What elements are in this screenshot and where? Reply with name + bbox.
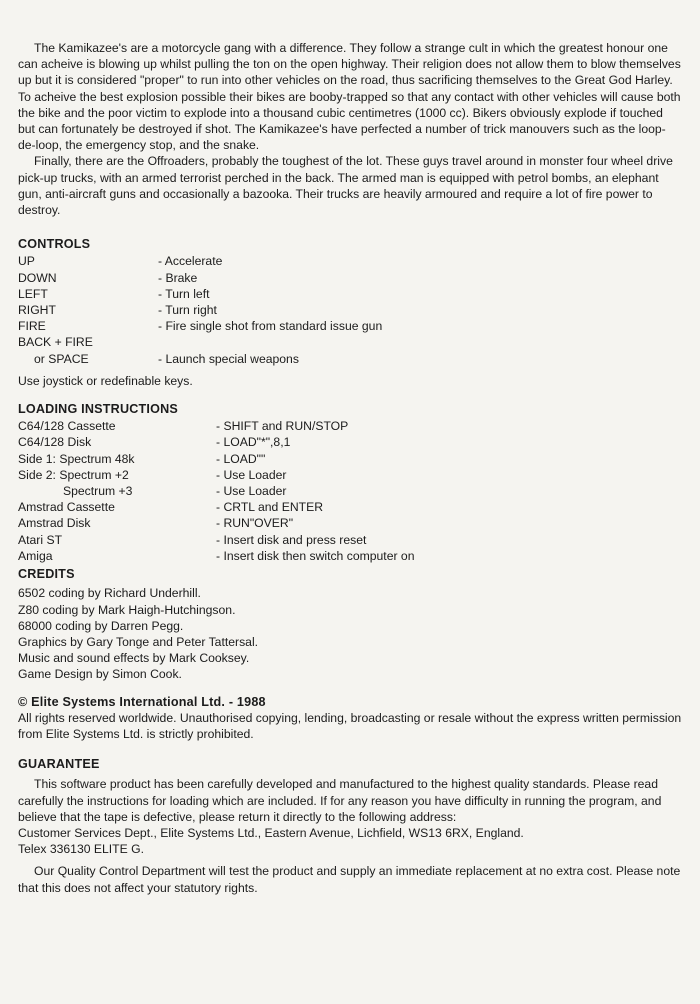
controls-heading: CONTROLS	[18, 237, 91, 252]
control-action: - Accelerate	[158, 254, 223, 269]
loading-instruction: - Insert disk and press reset	[216, 532, 367, 547]
loading-row	[18, 499, 682, 515]
control-action: - Fire single shot from standard issue gun	[158, 319, 383, 334]
loading-machine: Side 1: Spectrum 48k	[18, 451, 135, 466]
loading-row	[18, 434, 682, 450]
loading-instruction: - Use Loader	[216, 484, 287, 499]
loading-machine: C64/128 Disk	[18, 435, 92, 450]
loading-machine: Amiga	[18, 548, 53, 563]
loading-instruction: - Use Loader	[216, 467, 287, 482]
control-action: - Turn left	[158, 286, 210, 301]
copyright-text: All rights reserved worldwide. Unauthorised copying, lending, broadcasting or resale without the express written permission from Elite Systems Ltd. is strictly prohibited.	[18, 710, 682, 741]
loading-instruction: - LOAD""	[216, 451, 266, 466]
loading-list	[18, 418, 682, 564]
guarantee-paragraph-1: This software product has been carefully developed and manufactured to the highest quality standards. Please read carefully the instructions for loading which are included. If for any reason you have difficulty in running the program, and believe that the tape is defective, please return it directly to the following address:	[18, 777, 662, 824]
credits-heading: CREDITS	[18, 567, 75, 582]
guarantee-section	[18, 756, 682, 896]
control-key: UP	[18, 254, 35, 269]
credit-line: Music and sound effects by Mark Cooksey.	[18, 651, 250, 666]
copyright-section	[18, 694, 682, 743]
loading-row	[18, 515, 682, 531]
credit-line: Graphics by Gary Tonge and Peter Tattersal.	[18, 634, 259, 649]
control-row	[18, 334, 682, 350]
loading-instruction: - RUN"OVER"	[216, 516, 294, 531]
loading-row	[18, 483, 682, 499]
controls-list	[18, 253, 682, 366]
loading-row	[18, 418, 682, 434]
loading-instruction: - CRTL and ENTER	[216, 500, 324, 515]
guarantee-heading: GUARANTEE	[18, 757, 100, 772]
loading-row	[18, 532, 682, 548]
intro-paragraph-2: Finally, there are the Offroaders, probably the toughest of the lot. These guys travel around in monster four wheel drive pick-up trucks, with an armed terrorist perched in the back. The armed man is equipped with petrol bombs, an elephant gun, anti-aircraft guns and occasionally a bazooka. Their trucks are heavily armoured and require a lot of fire power to destroy.	[18, 154, 673, 218]
loading-machine: Spectrum +3	[63, 484, 133, 499]
control-action: - Launch special weapons	[158, 351, 299, 366]
loading-instruction: - Insert disk then switch computer on	[216, 548, 415, 563]
credit-line: 68000 coding by Darren Pegg.	[18, 618, 184, 633]
intro-paragraph-1: The Kamikazee's are a motorcycle gang with a difference. They follow a strange cult in which the greatest honour one can acheive is blowing up whilst pulling the ton on the open highway. Their religion does not allow them to blow themselves up but it is considered "proper" to run into other vehicles on the road, thus sacrificing themselves to the Great God Harley. To acheive the best explosion possible their bikes are booby-trapped so that any contact with other vehicles will cause both the bike and the poor victim to explode into a thousand cubic centimetres (1000 cc). Bikers obviously explode if touched but can fortunately be destroyed if shot. The Kamikazee's have perfected a number of trick manouvers such as the loop-de-loop, the emergency stop, and the snake.	[18, 41, 681, 153]
controls-note: Use joystick or redefinable keys.	[18, 373, 193, 388]
credit-line: Game Design by Simon Cook.	[18, 667, 182, 682]
loading-machine: Amstrad Cassette	[18, 500, 115, 515]
control-key: FIRE	[18, 319, 46, 334]
credits-section	[18, 566, 682, 682]
loading-machine: C64/128 Cassette	[18, 419, 116, 434]
control-row	[18, 253, 682, 269]
control-key: LEFT	[18, 286, 48, 301]
control-row	[18, 286, 682, 302]
control-action: - Brake	[158, 270, 198, 285]
guarantee-address: Customer Services Dept., Elite Systems Ltd., Eastern Avenue, Lichfield, WS13 6RX, England.	[18, 825, 524, 840]
control-key: or SPACE	[34, 351, 89, 366]
loading-row	[18, 467, 682, 483]
loading-row	[18, 548, 682, 564]
control-action: - Turn right	[158, 303, 217, 318]
loading-row	[18, 451, 682, 467]
control-row	[18, 351, 682, 367]
manual-page	[18, 40, 682, 896]
loading-machine: Amstrad Disk	[18, 516, 91, 531]
controls-section	[18, 236, 682, 389]
copyright-line: © Elite Systems International Ltd. - 1988	[18, 694, 266, 709]
control-key: DOWN	[18, 270, 57, 285]
credits-list	[18, 585, 682, 682]
credit-line: Z80 coding by Mark Haigh-Hutchingson.	[18, 602, 236, 617]
credit-line: 6502 coding by Richard Underhill.	[18, 586, 201, 601]
loading-instruction: - SHIFT and RUN/STOP	[216, 419, 349, 434]
loading-machine: Side 2: Spectrum +2	[18, 467, 129, 482]
loading-section	[18, 401, 682, 564]
control-key: BACK + FIRE	[18, 335, 93, 350]
control-row	[18, 302, 682, 318]
control-key: RIGHT	[18, 303, 56, 318]
loading-instruction: - LOAD"*",8,1	[216, 435, 291, 450]
control-row	[18, 318, 682, 334]
loading-heading: LOADING INSTRUCTIONS	[18, 402, 179, 417]
control-row	[18, 270, 682, 286]
guarantee-paragraph-2: Our Quality Control Department will test the product and supply an immediate replacement at no extra cost. Please note that this does not affect your statutory rights.	[18, 864, 681, 895]
loading-machine: Atari ST	[18, 532, 63, 547]
guarantee-telex: Telex 336130 ELITE G.	[18, 842, 145, 857]
